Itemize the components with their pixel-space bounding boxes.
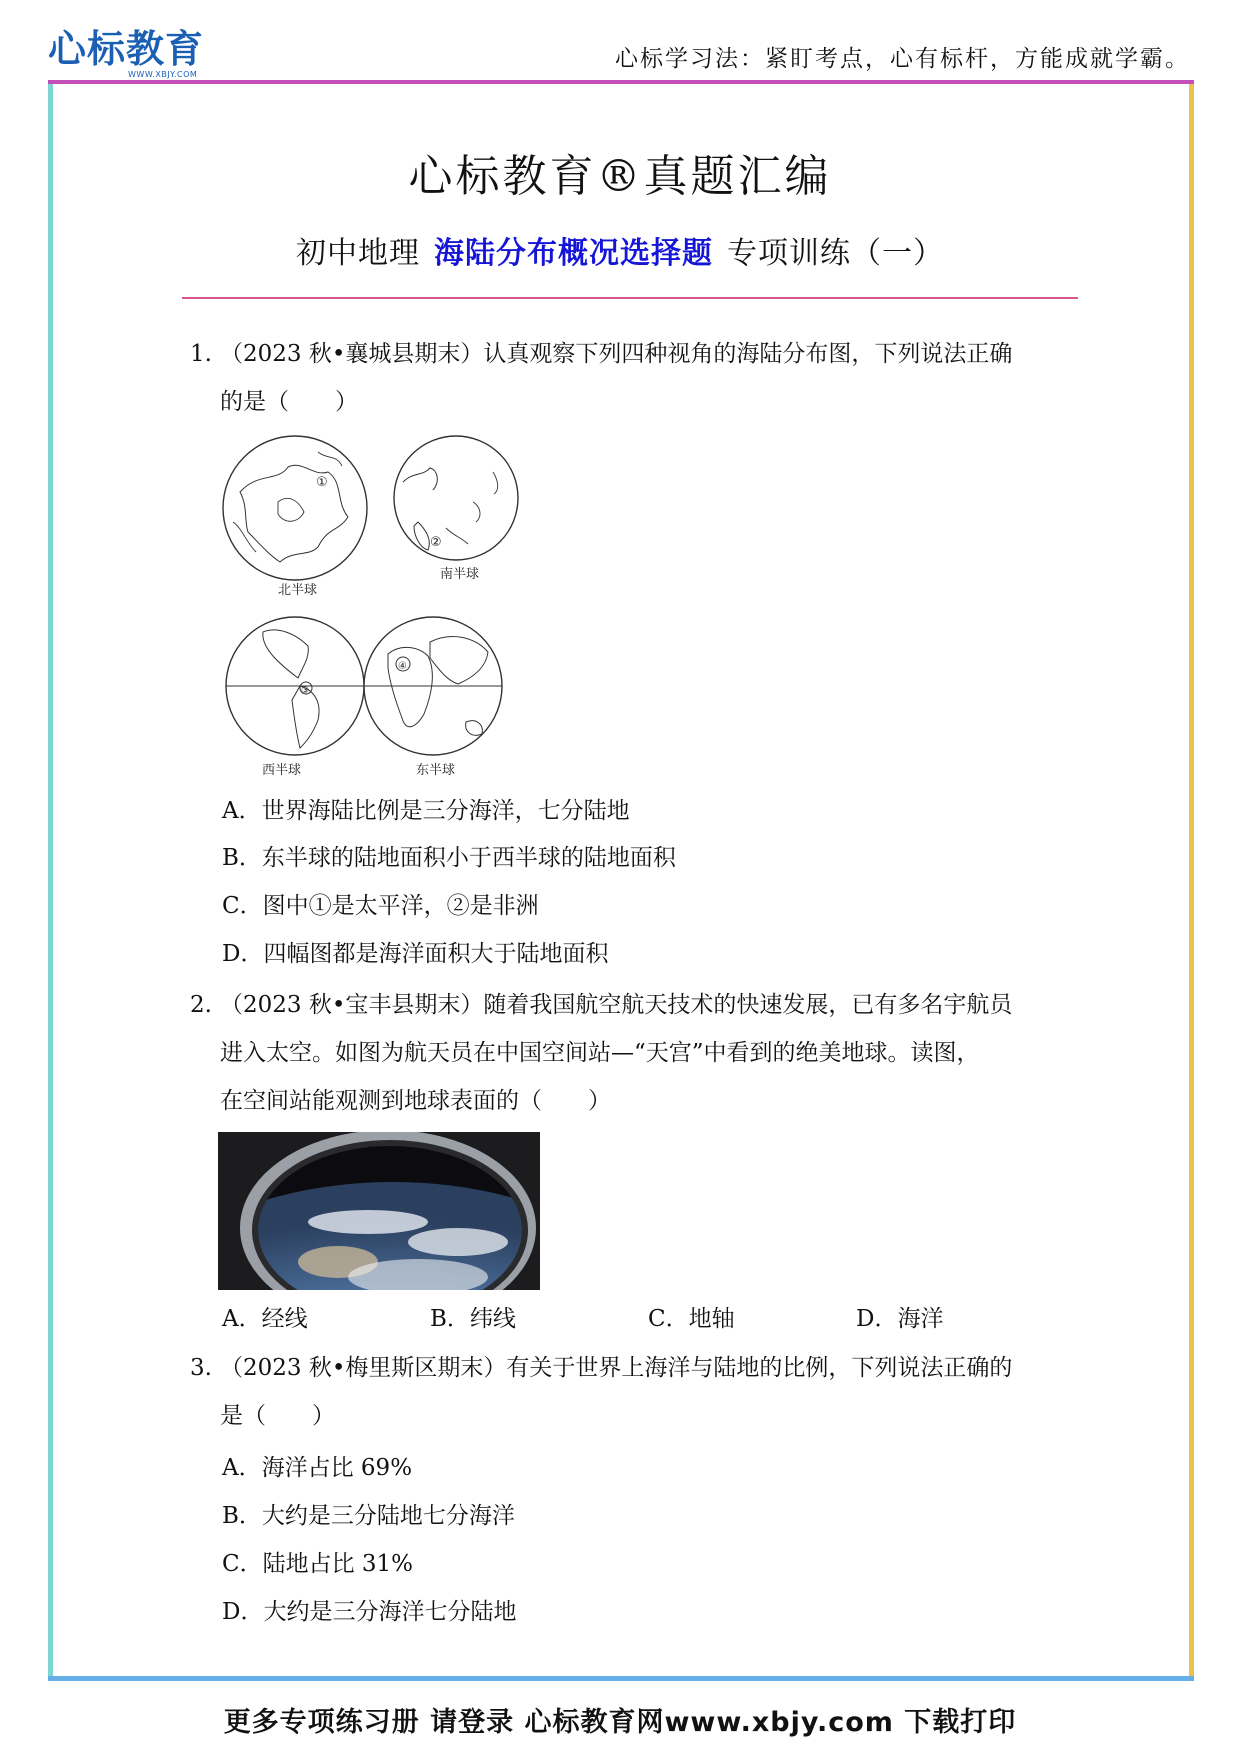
question-2-option-a: A．经线	[222, 1306, 308, 1332]
question-line: （2023 秋•宝丰县期末）随着我国航空航天技术的快速发展，已有多名宇航员	[220, 992, 1013, 1018]
map-mark-2: ②	[430, 535, 442, 550]
question-1	[190, 330, 1060, 426]
question-number: 1.	[190, 341, 212, 367]
logo-url: WWW.XBJY.COM	[128, 70, 198, 79]
question-line: 在空间站能观测到地球表面的（ ）	[220, 1088, 611, 1114]
question-number: 3.	[190, 1355, 212, 1381]
question-2-option-b: B．纬线	[430, 1306, 516, 1332]
map-mark-1: ①	[316, 475, 328, 490]
question-3-option-b: B．大约是三分陆地七分海洋	[222, 1503, 515, 1529]
question-3-option-c: C．陆地占比 31%	[222, 1551, 414, 1577]
space-station-earth-photo	[218, 1132, 540, 1290]
header-motto: 心标学习法：紧盯考点，心有标杆，方能成就学霸。	[615, 46, 1190, 72]
question-line: 的是（ ）	[220, 389, 358, 415]
map-mark-3: ③	[301, 686, 310, 696]
left-border	[48, 84, 53, 1678]
title-divider	[182, 297, 1078, 299]
question-3-option-d: D．大约是三分海洋七分陆地	[222, 1599, 517, 1625]
right-border	[1189, 84, 1194, 1678]
question-2	[190, 981, 1060, 1125]
subtitle-topic: 海陆分布概况选择题	[434, 236, 713, 271]
eastern-hemisphere-map	[364, 617, 502, 778]
southern-hemisphere-map	[394, 436, 518, 582]
document-subtitle	[0, 228, 1240, 272]
question-line: （2023 秋•梅里斯区期末）有关于世界上海洋与陆地的比例，下列说法正确的	[220, 1355, 1013, 1381]
question-line: 是（ ）	[220, 1403, 335, 1429]
subtitle-prefix: 初中地理	[296, 236, 420, 271]
question-1-option-a: A．世界海陆比例是三分海洋，七分陆地	[222, 798, 630, 824]
western-hemisphere-label: 西半球	[262, 763, 302, 778]
question-line: 进入太空。如图为航天员在中国空间站—“天宫”中看到的绝美地球。读图，	[220, 1040, 980, 1066]
subtitle-suffix: 专项训练（一）	[727, 236, 944, 271]
map-mark-4: ④	[398, 661, 407, 672]
bottom-divider	[48, 1676, 1194, 1681]
question-1-option-b: B．东半球的陆地面积小于西半球的陆地面积	[222, 845, 676, 871]
footer-download-note: 更多专项练习册 请登录 心标教育网www.xbjy.com 下载打印	[223, 1707, 1017, 1738]
document-title: 心标教育®真题汇编	[408, 151, 832, 202]
question-2-option-c: C．地轴	[648, 1306, 735, 1332]
question-3-option-a: A．海洋占比 69%	[222, 1455, 413, 1481]
top-divider	[48, 80, 1194, 84]
logo-text: 心标教育	[48, 27, 205, 71]
western-hemisphere-map	[226, 617, 364, 778]
northern-hemisphere-label: 北半球	[278, 583, 318, 598]
eastern-hemisphere-label: 东半球	[416, 763, 456, 778]
logo	[48, 26, 208, 82]
question-1-option-d: D．四幅图都是海洋面积大于陆地面积	[222, 941, 609, 967]
northern-hemisphere-map	[223, 436, 367, 598]
southern-hemisphere-label: 南半球	[440, 567, 480, 582]
question-line: （2023 秋•襄城县期末）认真观察下列四种视角的海陆分布图，下列说法正确	[220, 341, 1013, 367]
question-1-option-c: C．图中①是太平洋，②是非洲	[222, 893, 539, 919]
question-number: 2.	[190, 992, 212, 1018]
question-2-option-d: D．海洋	[856, 1306, 944, 1332]
hemisphere-maps-figure	[218, 432, 538, 780]
question-3	[190, 1344, 1060, 1440]
